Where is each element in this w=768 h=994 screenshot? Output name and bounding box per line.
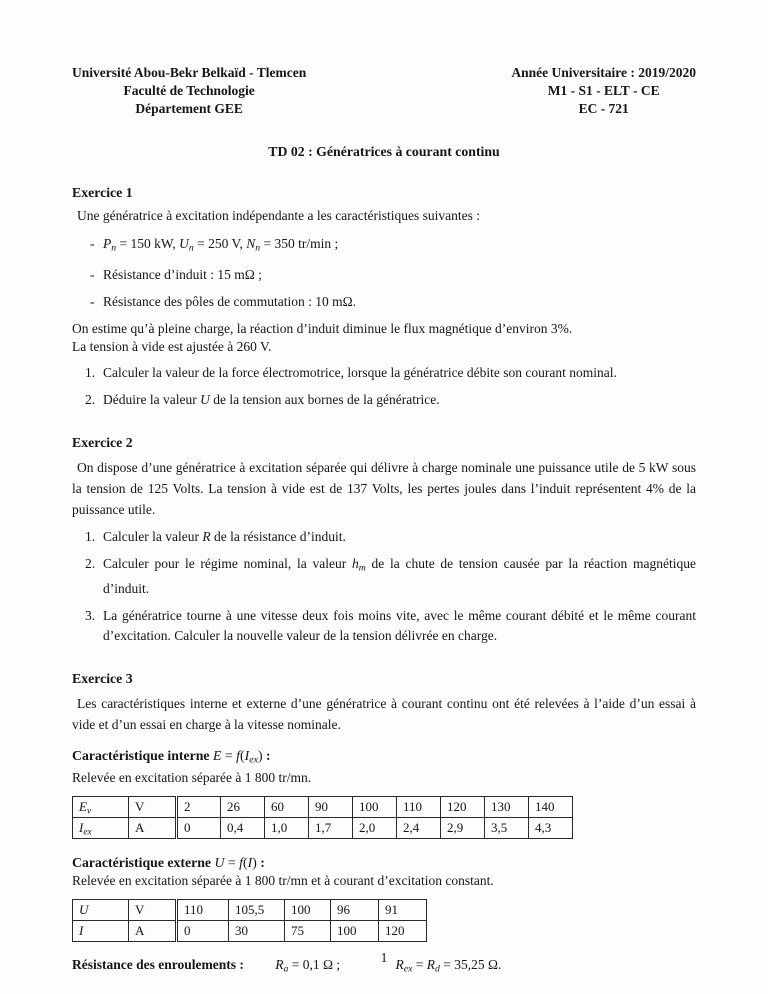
externe-characteristic-table (72, 899, 427, 942)
quantity-symbol: U (79, 901, 89, 917)
value-cell: 91 (379, 900, 427, 921)
value-cell: 0 (177, 921, 229, 942)
row-label-cell (73, 921, 129, 942)
department-name: Département GEE (135, 101, 243, 116)
value-cell: 100 (353, 797, 397, 818)
exercise2-question-list (72, 527, 696, 645)
question-text: Calculer pour le régime nominal, la valeur hm de la chute de tension causée par la réaction magnétique d’induit. (103, 556, 696, 596)
table-row (73, 921, 427, 942)
value-cell: 26 (221, 797, 265, 818)
question-number: 2. (85, 556, 96, 572)
bullet-text: Résistance d’induit : 15 mΩ ; (103, 267, 262, 283)
value-cell: 130 (485, 797, 529, 818)
exercise1-bullet-list (72, 235, 696, 311)
interne-characteristic-heading: Caractéristique interne E = f(Iex) : (72, 747, 271, 766)
value-cell: 140 (529, 797, 573, 818)
question-text: Déduire la valeur U de la tension aux bornes de la génératrice. (103, 392, 440, 408)
exercise2-intro: On dispose d’une génératrice à excitation séparée qui délivre à charge nominale une puissance utile de 5 kW sous la tension de 125 Volts. La tension à vide est de 137 Volts, les pertes joules dans l’induit représentent 4% de la puissance utile. (72, 460, 696, 518)
table-row (73, 818, 573, 839)
externe-characteristic-note: Relevée en excitation séparée à 1 800 tr/mn et à courant d’excitation constant. (72, 873, 494, 889)
value-cell: 3,5 (485, 818, 529, 839)
value-cell: 2,9 (441, 818, 485, 839)
exercise1-heading: Exercice 1 (72, 185, 133, 200)
value-cell: 105,5 (229, 900, 285, 921)
bullet-text: Résistance des pôles de commutation : 10 mΩ. (103, 294, 356, 310)
value-cell: 60 (265, 797, 309, 818)
question-item (72, 554, 696, 598)
row-label-cell (73, 818, 129, 839)
value-cell: 100 (285, 900, 331, 921)
page-title: TD 02 : Génératrices à courant continu (268, 144, 500, 159)
unit-cell: A (129, 818, 177, 839)
question-number: 1. (85, 529, 96, 545)
armature-resistance-value: Ra = 0,1 Ω ; (275, 957, 341, 975)
program-code: M1 - S1 - ELT - CE (547, 83, 660, 98)
windings-resistance-label: Résistance des enroulements : (72, 957, 244, 973)
value-cell: 110 (177, 900, 229, 921)
value-cell: 0,4 (221, 818, 265, 839)
list-item (72, 235, 696, 257)
unit-cell: V (129, 900, 177, 921)
exercise3-intro: Les caractéristiques interne et externe d’une génératrice à courant continu ont été relevées à l’aide d’un essai à vide et d’un essai en charge à la vitesse nominale. (72, 695, 696, 732)
dash-marker: - (90, 267, 95, 283)
interne-characteristic-table (72, 796, 573, 839)
page-number: 1 (380, 950, 388, 965)
question-text: Calculer la valeur de la force électromotrice, lorsque la génératrice débite son courant nominal. (103, 365, 617, 381)
value-cell: 96 (331, 900, 379, 921)
academic-year: Année Universitaire : 2019/2020 (511, 65, 696, 80)
course-code: EC - 721 (578, 101, 629, 116)
question-text: Calculer la valeur R de la résistance d’induit. (103, 529, 346, 545)
row-label-cell (73, 797, 129, 818)
table-row (73, 797, 573, 818)
exercise2-heading: Exercice 2 (72, 435, 133, 451)
note-line: On estime qu’à pleine charge, la réaction d’induit diminue le flux magnétique d’environ 3%. (72, 321, 573, 337)
quantity-symbol: I (79, 819, 84, 835)
value-cell: 1,7 (309, 818, 353, 839)
value-cell: 90 (309, 797, 353, 818)
question-number: 1. (85, 365, 96, 381)
exercise1-intro: Une génératrice à excitation indépendante a les caractéristiques suivantes : (77, 208, 480, 223)
question-item (72, 527, 696, 547)
externe-characteristic-heading: Caractéristique externe U = f(I) : (72, 855, 265, 871)
university-name: Université Abou-Bekr Belkaïd - Tlemcen (72, 65, 307, 80)
exercise1-note (72, 320, 696, 356)
quantity-subscript: ex (83, 826, 92, 837)
quantity-symbol: E (79, 798, 87, 814)
exercise3-heading: Exercice 3 (72, 670, 133, 686)
exercise1-question-list (72, 363, 696, 410)
unit-cell: V (129, 797, 177, 818)
value-cell: 0 (177, 818, 221, 839)
value-cell: 120 (379, 921, 427, 942)
dash-marker: - (90, 236, 95, 251)
bullet-text: Pn = 150 kW, Un = 250 V, Nn = 350 tr/min ; (103, 236, 339, 254)
question-item (72, 606, 696, 646)
interne-characteristic-note: Relevée en excitation séparée à 1 800 tr/mn. (72, 770, 312, 786)
dash-marker: - (90, 294, 95, 310)
value-cell: 2 (177, 797, 221, 818)
value-cell: 30 (229, 921, 285, 942)
header-left-block (72, 64, 306, 118)
question-number: 2. (85, 392, 96, 408)
list-item (72, 266, 696, 284)
quantity-subscript: v (86, 805, 92, 816)
value-cell: 110 (397, 797, 441, 818)
value-cell: 1,0 (265, 818, 309, 839)
note-line: La tension à vide est ajustée à 260 V. (72, 339, 272, 355)
value-cell: 120 (441, 797, 485, 818)
question-number: 3. (85, 607, 96, 623)
unit-cell: A (129, 921, 177, 942)
list-item (72, 293, 696, 311)
value-cell: 75 (285, 921, 331, 942)
value-cell: 2,0 (353, 818, 397, 839)
row-label-cell (73, 900, 129, 921)
question-item (72, 390, 696, 410)
value-cell: 4,3 (529, 818, 573, 839)
value-cell: 100 (331, 921, 379, 942)
quantity-symbol: I (79, 922, 84, 938)
faculty-name: Faculté de Technologie (123, 83, 255, 98)
question-text: La génératrice tourne à une vitesse deux fois moins vite, avec le même courant débité et le même courant d’excitation. Calculer la nouvelle valeur de la tension délivrée en charge. (103, 607, 696, 643)
header-right-block (511, 64, 696, 118)
value-cell: 2,4 (397, 818, 441, 839)
question-item (72, 363, 696, 383)
excitation-resistance-value: Rex = Rd = 35,25 Ω. (395, 957, 502, 975)
table-row (73, 900, 427, 921)
document-header (72, 64, 696, 118)
